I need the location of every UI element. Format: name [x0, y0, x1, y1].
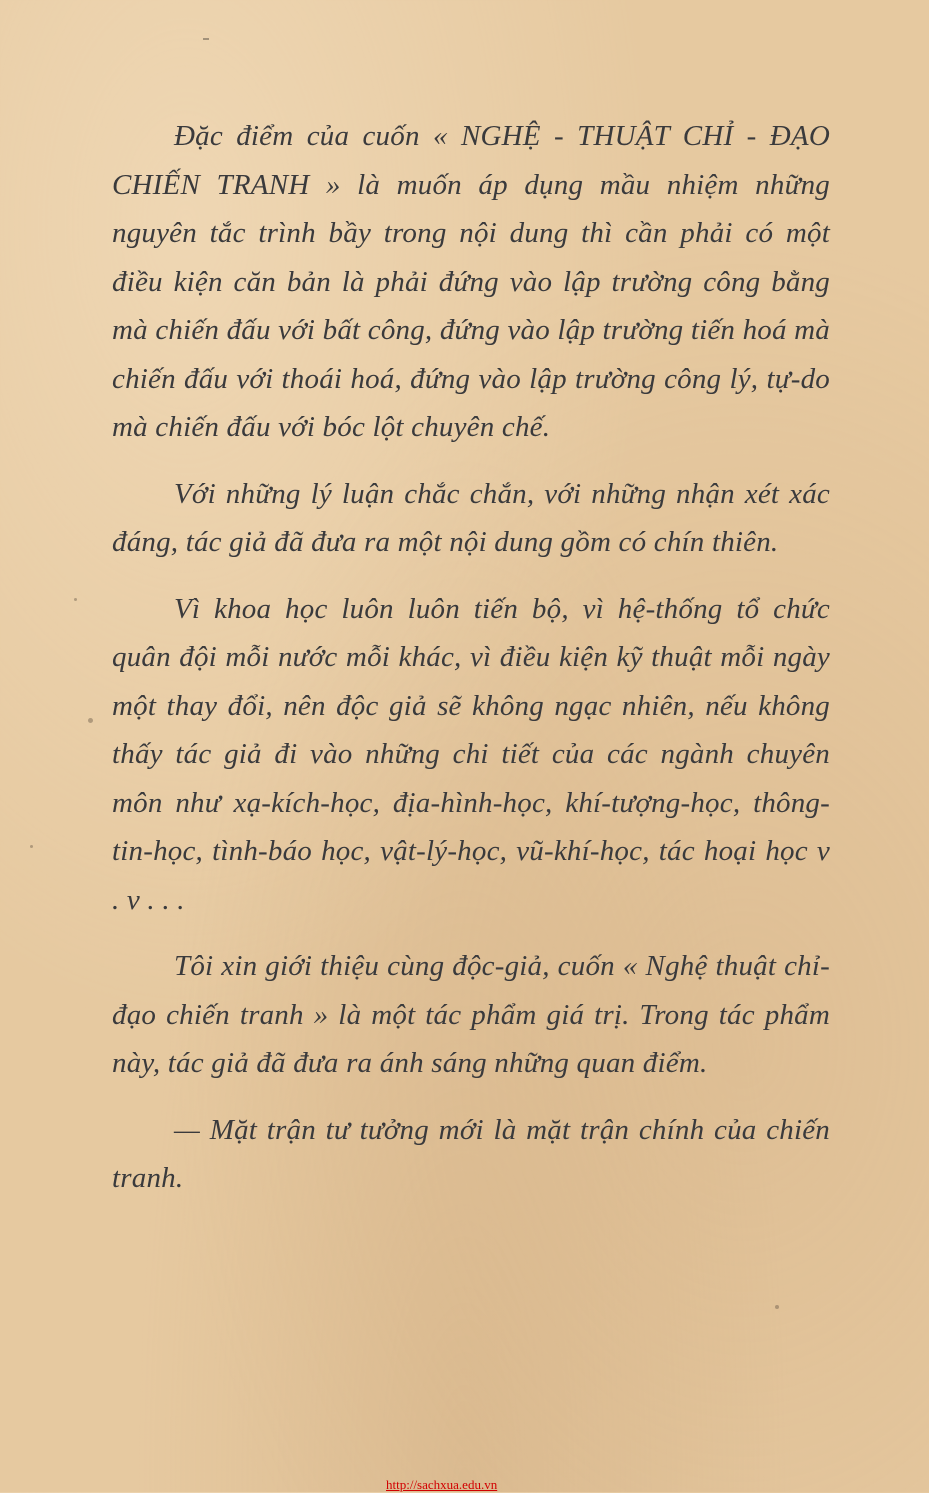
page-body: [112, 112, 830, 1221]
ink-mark: [203, 38, 209, 50]
paragraph-content: Với những lý luận chắc chắn, với những nhận xét xác đáng, tác giả đã đưa ra một nội dung gồm có chín thiên.: [112, 477, 830, 558]
ink-speck: [74, 598, 77, 601]
paragraph-introduction: Tôi xin giới thiệu cùng độc-giả, cuốn « Nghệ thuật chỉ-đạo chiến tranh » là một tác phẩm giá trị. Trong tác phẩm này, tác giả đã đưa ra ánh sáng những quan điểm.: [112, 950, 830, 1079]
ink-speck: [775, 1305, 779, 1309]
paragraph-intro: Đặc điểm của cuốn « NGHỆ - THUẬT CHỈ - ĐẠO CHIẾN TRANH » là muốn áp dụng mầu nhiệm những nguyên tắc trình bầy trong nội dung thì cần phải có một điều kiện căn bản là phải đứng vào lập trường công bằng mà chiến đấu với bất công, đứng vào lập trường tiến hoá mà chiến đấu với thoái hoá, đứng vào lập trường công lý, tự-do mà chiến đấu với bóc lột chuyên chế.: [112, 120, 830, 443]
ink-speck: [88, 718, 93, 723]
paragraph-science: Vì khoa học luôn luôn tiến bộ, vì hệ-thống tổ chức quân đội mỗi nước mỗi khác, vì điều kiện kỹ thuật mỗi ngày một thay đổi, nên độc giả sẽ không ngạc nhiên, nếu không thấy tác giả đi vào những chi tiết của các ngành chuyên môn như xạ-kích-học, địa-hình-học, khí-tượng-học, thông-tin-học, tình-báo học, vật-lý-học, vũ-khí-học, tác hoại học v . v . . .: [112, 592, 830, 916]
source-link[interactable]: http://sachxua.edu.vn: [386, 1477, 498, 1492]
ink-speck: [30, 845, 33, 848]
paragraph-viewpoint: — Mặt trận tư tưởng mới là mặt trận chính của chiến tranh.: [112, 1113, 830, 1194]
